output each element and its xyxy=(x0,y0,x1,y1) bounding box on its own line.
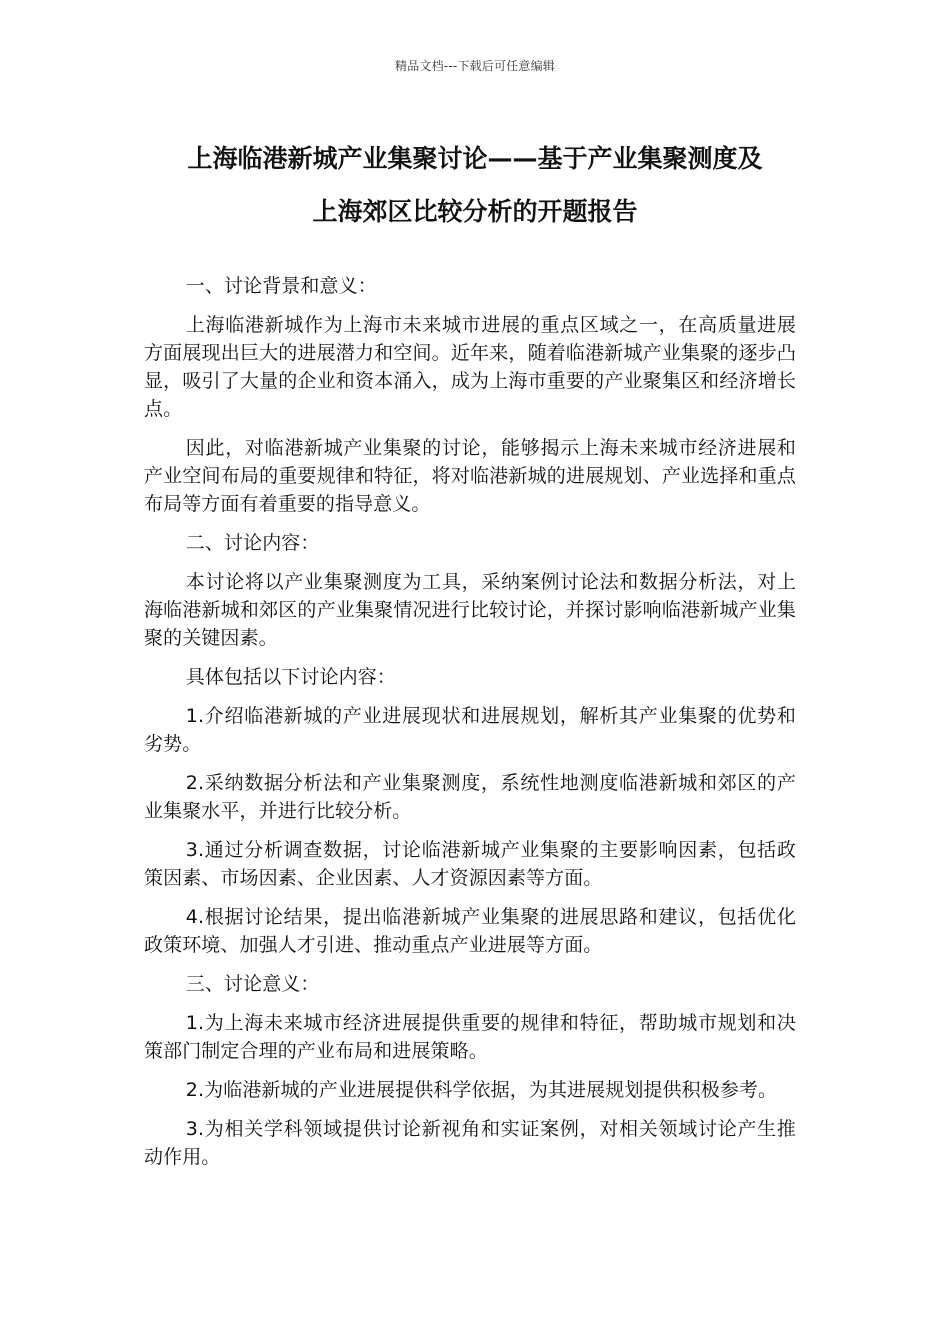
section-2-list-item-2: 2.采纳数据分析法和产业集聚测度，系统性地测度临港新城和郊区的产业集聚水平，并进行比较分析。 xyxy=(144,772,796,822)
document-title xyxy=(140,132,810,238)
section-3-list-item-2: 2.为临港新城的产业进展提供科学依据，为其进展规划提供积极参考。 xyxy=(185,1079,778,1101)
section-3-heading: 三、讨论意义： xyxy=(185,973,320,995)
section-1-paragraph-1: 上海临港新城作为上海市未来城市进展的重点区域之一，在高质量进展方面展现出巨大的进展潜力和空间。近年来，随着临港新城产业集聚的逐步凸显，吸引了大量的企业和资本涌入，成为上海市重要的产业聚集区和经济增长点。 xyxy=(144,314,796,420)
section-2-heading: 二、讨论内容： xyxy=(185,532,320,554)
section-1-paragraph-2: 因此，对临港新城产业集聚的讨论，能够揭示上海未来城市经济进展和产业空间布局的重要规律和特征，将对临港新城的进展规划、产业选择和重点布局等方面有着重要的指导意义。 xyxy=(144,437,796,515)
document-body xyxy=(144,272,796,1182)
section-2-paragraph-2: 具体包括以下讨论内容： xyxy=(185,666,396,688)
section-2-list-item-4: 4.根据讨论结果，提出临港新城产业集聚的进展思路和建议，包括优化政策环境、加强人才引进、推动重点产业进展等方面。 xyxy=(144,906,796,956)
title-line-2: 上海郊区比较分析的开题报告 xyxy=(312,197,638,226)
header-note: 精品文档---下载后可任意编辑 xyxy=(395,59,555,73)
section-2-list-item-1: 1.介绍临港新城的产业进展现状和进展规划，解析其产业集聚的优势和劣势。 xyxy=(144,705,796,755)
section-2-list-item-3: 3.通过分析调查数据，讨论临港新城产业集聚的主要影响因素，包括政策因素、市场因素、企业因素、人才资源因素等方面。 xyxy=(144,839,796,889)
section-1-heading: 一、讨论背景和意义： xyxy=(185,275,377,297)
section-2-paragraph-1: 本讨论将以产业集聚测度为工具，采纳案例讨论法和数据分析法，对上海临港新城和郊区的产业集聚情况进行比较讨论，并探讨影响临港新城产业集聚的关键因素。 xyxy=(144,571,796,649)
section-3-list-item-1: 1.为上海未来城市经济进展提供重要的规律和特征，帮助城市规划和决策部门制定合理的产业布局和进展策略。 xyxy=(144,1012,796,1062)
title-line-1: 上海临港新城产业集聚讨论——基于产业集聚测度及 xyxy=(187,144,763,173)
section-3-list-item-3: 3.为相关学科领域提供讨论新视角和实证案例，对相关领域讨论产生推动作用。 xyxy=(144,1118,796,1168)
